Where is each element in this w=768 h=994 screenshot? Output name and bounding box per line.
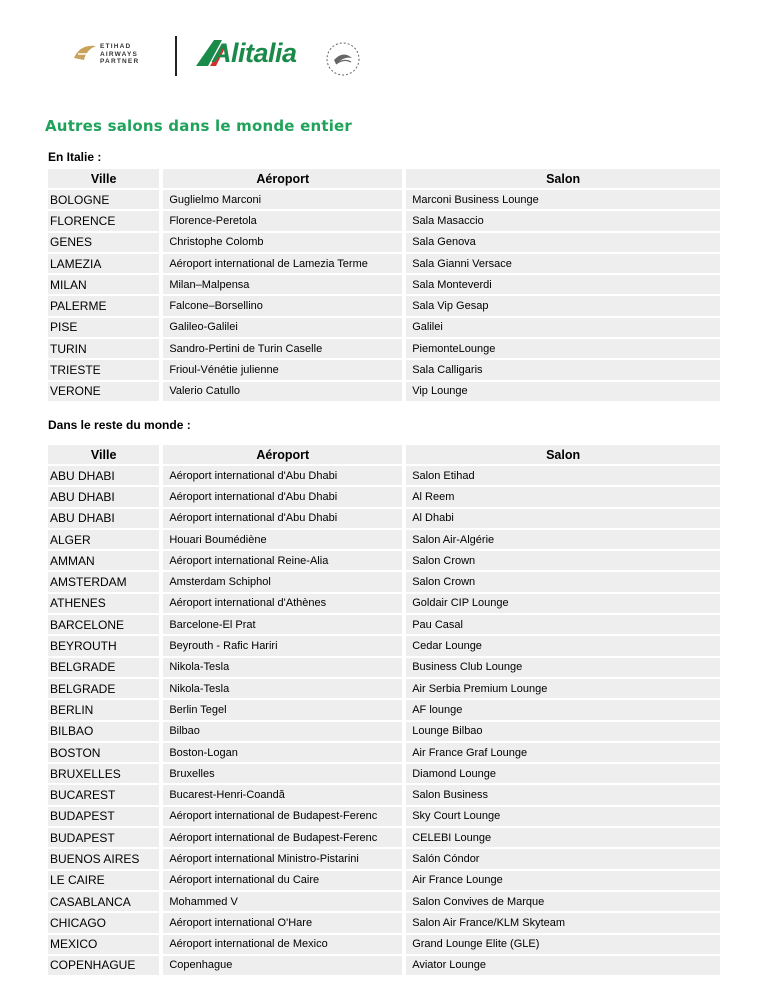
city-cell: BUDAPEST bbox=[48, 807, 159, 826]
lounge-cell: Al Dhabi bbox=[406, 509, 720, 528]
table-row bbox=[48, 615, 720, 634]
city-cell: BELGRADE bbox=[48, 679, 159, 698]
lounge-cell: Salon Crown bbox=[406, 551, 720, 570]
city-cell: BOSTON bbox=[48, 743, 159, 762]
airport-cell: Aéroport international d'Abu Dhabi bbox=[163, 466, 402, 485]
table-row bbox=[48, 339, 720, 358]
airport-cell: Nikola-Tesla bbox=[163, 658, 402, 677]
lounge-cell: Sala Gianni Versace bbox=[406, 254, 720, 273]
airport-cell: Guglielmo Marconi bbox=[163, 190, 402, 209]
table-row bbox=[48, 360, 720, 379]
table-row bbox=[48, 658, 720, 677]
lounge-cell: AF lounge bbox=[406, 700, 720, 719]
airport-cell: Berlin Tegel bbox=[163, 700, 402, 719]
airport-cell: Aéroport international d'Abu Dhabi bbox=[163, 509, 402, 528]
airport-cell: Florence-Peretola bbox=[163, 211, 402, 230]
city-cell: ABU DHABI bbox=[48, 466, 159, 485]
column-header-lounge: Salon bbox=[406, 169, 720, 188]
table-row bbox=[48, 233, 720, 252]
lounge-cell: Galilei bbox=[406, 318, 720, 337]
lounge-cell: Vip Lounge bbox=[406, 382, 720, 401]
logo-divider bbox=[175, 36, 177, 76]
table-row bbox=[48, 572, 720, 591]
airport-cell: Aéroport international de Lamezia Terme bbox=[163, 254, 402, 273]
table-row bbox=[48, 254, 720, 273]
etihad-line: AIRWAYS bbox=[100, 50, 139, 58]
airport-cell: Mohammed V bbox=[163, 892, 402, 911]
lounge-cell: Sala Monteverdi bbox=[406, 275, 720, 294]
lounge-cell: Salon Convives de Marque bbox=[406, 892, 720, 911]
table-header-row bbox=[48, 169, 720, 188]
lounge-cell: Business Club Lounge bbox=[406, 658, 720, 677]
airport-cell: Aéroport international de Budapest-Ferenc bbox=[163, 807, 402, 826]
table-row bbox=[48, 935, 720, 954]
lounge-cell: PiemonteLounge bbox=[406, 339, 720, 358]
table-row bbox=[48, 487, 720, 506]
lounge-cell: Diamond Lounge bbox=[406, 764, 720, 783]
airport-cell: Nikola-Tesla bbox=[163, 679, 402, 698]
alitalia-logo: Alitalia bbox=[212, 38, 297, 68]
airport-cell: Beyrouth - Rafic Hariri bbox=[163, 636, 402, 655]
airport-cell: Aéroport international d'Athènes bbox=[163, 594, 402, 613]
city-cell: BUDAPEST bbox=[48, 828, 159, 847]
table-row bbox=[48, 275, 720, 294]
airport-cell: Houari Boumédiène bbox=[163, 530, 402, 549]
city-cell: ABU DHABI bbox=[48, 487, 159, 506]
airport-cell: Boston-Logan bbox=[163, 743, 402, 762]
world-table-body bbox=[48, 466, 720, 975]
airport-cell: Aéroport international Reine-Alia bbox=[163, 551, 402, 570]
airport-cell: Bilbao bbox=[163, 722, 402, 741]
lounge-cell: Lounge Bilbao bbox=[406, 722, 720, 741]
column-header-city: Ville bbox=[48, 445, 159, 464]
table-row bbox=[48, 956, 720, 975]
city-cell: LAMEZIA bbox=[48, 254, 159, 273]
table-row bbox=[48, 743, 720, 762]
airport-cell: Aéroport international du Caire bbox=[163, 871, 402, 890]
city-cell: BRUXELLES bbox=[48, 764, 159, 783]
lounge-cell: Salon Business bbox=[406, 785, 720, 804]
skyteam-logo-icon bbox=[324, 40, 362, 78]
city-cell: AMSTERDAM bbox=[48, 572, 159, 591]
lounge-cell: Air France Lounge bbox=[406, 871, 720, 890]
city-cell: BERLIN bbox=[48, 700, 159, 719]
city-cell: LE CAIRE bbox=[48, 871, 159, 890]
city-cell: MILAN bbox=[48, 275, 159, 294]
lounge-cell: Grand Lounge Elite (GLE) bbox=[406, 935, 720, 954]
lounge-cell: Pau Casal bbox=[406, 615, 720, 634]
city-cell: PALERME bbox=[48, 296, 159, 315]
airport-cell: Aéroport international d'Abu Dhabi bbox=[163, 487, 402, 506]
lounge-cell: Cedar Lounge bbox=[406, 636, 720, 655]
table-row bbox=[48, 466, 720, 485]
lounge-cell: CELEBI Lounge bbox=[406, 828, 720, 847]
city-cell: FLORENCE bbox=[48, 211, 159, 230]
airport-cell: Galileo-Galilei bbox=[163, 318, 402, 337]
etihad-line: PARTNER bbox=[100, 58, 140, 65]
airport-cell: Bucarest-Henri-Coandă bbox=[163, 785, 402, 804]
etihad-logo-icon bbox=[72, 42, 98, 64]
airport-cell: Amsterdam Schiphol bbox=[163, 572, 402, 591]
lounge-cell: Sky Court Lounge bbox=[406, 807, 720, 826]
city-cell: ALGER bbox=[48, 530, 159, 549]
city-cell: ABU DHABI bbox=[48, 509, 159, 528]
city-cell: BUENOS AIRES bbox=[48, 849, 159, 868]
airport-cell: Aéroport international de Mexico bbox=[163, 935, 402, 954]
lounge-cell: Air Serbia Premium Lounge bbox=[406, 679, 720, 698]
lounge-cell: Goldair CIP Lounge bbox=[406, 594, 720, 613]
table-header-row bbox=[48, 445, 720, 464]
table-row bbox=[48, 764, 720, 783]
lounge-cell: Marconi Business Lounge bbox=[406, 190, 720, 209]
lounge-cell: Salon Etihad bbox=[406, 466, 720, 485]
lounge-cell: Sala Calligaris bbox=[406, 360, 720, 379]
table-row bbox=[48, 871, 720, 890]
airport-cell: Christophe Colomb bbox=[163, 233, 402, 252]
city-cell: BOLOGNE bbox=[48, 190, 159, 209]
city-cell: TRIESTE bbox=[48, 360, 159, 379]
table-row bbox=[48, 382, 720, 401]
lounge-cell: Sala Vip Gesap bbox=[406, 296, 720, 315]
city-cell: CHICAGO bbox=[48, 913, 159, 932]
table-row bbox=[48, 551, 720, 570]
lounge-cell: Salon Crown bbox=[406, 572, 720, 591]
city-cell: VERONE bbox=[48, 382, 159, 401]
italy-lounges-table bbox=[44, 167, 724, 403]
airport-cell: Falcone–Borsellino bbox=[163, 296, 402, 315]
header-logos bbox=[72, 36, 372, 80]
airport-cell: Aéroport international O'Hare bbox=[163, 913, 402, 932]
column-header-airport: Aéroport bbox=[163, 445, 402, 464]
column-header-lounge: Salon bbox=[406, 445, 720, 464]
table-row bbox=[48, 913, 720, 932]
table-row bbox=[48, 722, 720, 741]
city-cell: TURIN bbox=[48, 339, 159, 358]
page-heading: Autres salons dans le monde entier bbox=[45, 117, 353, 135]
table-row bbox=[48, 849, 720, 868]
table-row bbox=[48, 700, 720, 719]
table-row bbox=[48, 296, 720, 315]
table-row bbox=[48, 318, 720, 337]
italy-section-label: En Italie : bbox=[48, 150, 102, 164]
lounge-cell: Al Reem bbox=[406, 487, 720, 506]
italy-table-body bbox=[48, 190, 720, 401]
airport-cell: Copenhague bbox=[163, 956, 402, 975]
column-header-airport: Aéroport bbox=[163, 169, 402, 188]
airport-cell: Aéroport international Ministro-Pistarini bbox=[163, 849, 402, 868]
airport-cell: Bruxelles bbox=[163, 764, 402, 783]
city-cell: GENES bbox=[48, 233, 159, 252]
airport-cell: Valerio Catullo bbox=[163, 382, 402, 401]
table-row bbox=[48, 679, 720, 698]
world-lounges-table bbox=[44, 443, 724, 977]
etihad-line: ETIHAD bbox=[100, 43, 132, 50]
airport-cell: Sandro-Pertini de Turin Caselle bbox=[163, 339, 402, 358]
table-row bbox=[48, 807, 720, 826]
etihad-partner-logo bbox=[100, 43, 139, 66]
city-cell: BEYROUTH bbox=[48, 636, 159, 655]
column-header-city: Ville bbox=[48, 169, 159, 188]
city-cell: ATHENES bbox=[48, 594, 159, 613]
city-cell: BUCAREST bbox=[48, 785, 159, 804]
lounge-cell: Salon Air France/KLM Skyteam bbox=[406, 913, 720, 932]
lounge-cell: Sala Genova bbox=[406, 233, 720, 252]
table-row bbox=[48, 785, 720, 804]
city-cell: COPENHAGUE bbox=[48, 956, 159, 975]
city-cell: PISE bbox=[48, 318, 159, 337]
city-cell: BARCELONE bbox=[48, 615, 159, 634]
airport-cell: Aéroport international de Budapest-Ferenc bbox=[163, 828, 402, 847]
table-row bbox=[48, 530, 720, 549]
city-cell: MEXICO bbox=[48, 935, 159, 954]
city-cell: AMMAN bbox=[48, 551, 159, 570]
city-cell: BELGRADE bbox=[48, 658, 159, 677]
table-row bbox=[48, 892, 720, 911]
city-cell: BILBAO bbox=[48, 722, 159, 741]
lounge-cell: Sala Masaccio bbox=[406, 211, 720, 230]
airport-cell: Barcelone-El Prat bbox=[163, 615, 402, 634]
lounge-cell: Aviator Lounge bbox=[406, 956, 720, 975]
table-row bbox=[48, 594, 720, 613]
table-row bbox=[48, 828, 720, 847]
table-row bbox=[48, 636, 720, 655]
lounge-cell: Salon Air-Algérie bbox=[406, 530, 720, 549]
world-section-label: Dans le reste du monde : bbox=[48, 418, 191, 432]
table-row bbox=[48, 211, 720, 230]
city-cell: CASABLANCA bbox=[48, 892, 159, 911]
lounge-cell: Salón Cóndor bbox=[406, 849, 720, 868]
airport-cell: Milan–Malpensa bbox=[163, 275, 402, 294]
table-row bbox=[48, 190, 720, 209]
table-row bbox=[48, 509, 720, 528]
lounge-cell: Air France Graf Lounge bbox=[406, 743, 720, 762]
airport-cell: Frioul-Vénétie julienne bbox=[163, 360, 402, 379]
